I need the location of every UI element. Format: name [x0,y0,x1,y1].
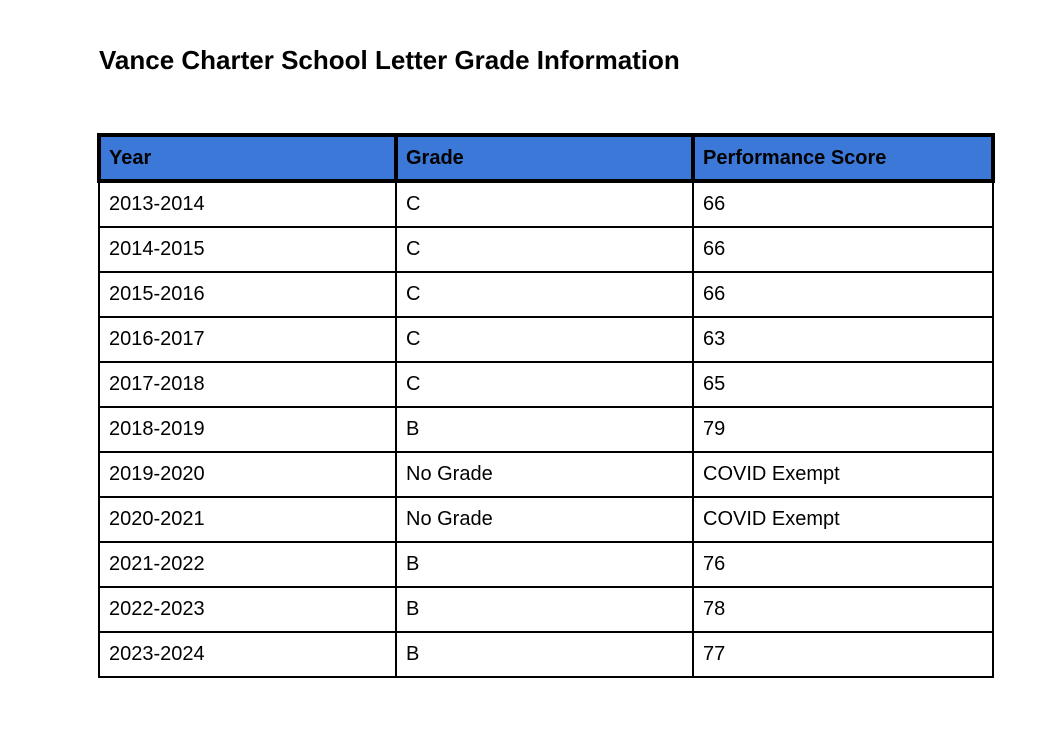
table-row [99,452,993,497]
year-cell: 2015-2016 [99,272,396,317]
letter-grade-table [97,133,995,678]
grade-cell: No Grade [396,452,693,497]
performance-score-cell: 77 [693,632,993,677]
grade-cell: B [396,407,693,452]
performance-score-cell: 66 [693,227,993,272]
year-cell: 2022-2023 [99,587,396,632]
table-row [99,272,993,317]
table-row [99,317,993,362]
performance-score-cell: 65 [693,362,993,407]
table-row [99,227,993,272]
grade-cell: C [396,272,693,317]
table-row [99,632,993,677]
table-row [99,181,993,227]
column-header-year: Year [99,135,396,181]
performance-score-cell: COVID Exempt [693,497,993,542]
year-cell: 2014-2015 [99,227,396,272]
grade-cell: C [396,362,693,407]
column-header-performance-score: Performance Score [693,135,993,181]
year-cell: 2020-2021 [99,497,396,542]
year-cell: 2017-2018 [99,362,396,407]
year-cell: 2023-2024 [99,632,396,677]
performance-score-cell: 66 [693,181,993,227]
grade-cell: B [396,632,693,677]
year-cell: 2013-2014 [99,181,396,227]
grade-cell: B [396,542,693,587]
performance-score-cell: 66 [693,272,993,317]
performance-score-cell: 78 [693,587,993,632]
year-cell: 2019-2020 [99,452,396,497]
table-row [99,497,993,542]
grade-cell: C [396,227,693,272]
performance-score-cell: 76 [693,542,993,587]
grade-cell: C [396,317,693,362]
performance-score-cell: COVID Exempt [693,452,993,497]
table-row [99,542,993,587]
table-header-row [99,135,993,181]
grade-cell: C [396,181,693,227]
year-cell: 2018-2019 [99,407,396,452]
performance-score-cell: 79 [693,407,993,452]
column-header-grade: Grade [396,135,693,181]
table-row [99,362,993,407]
performance-score-cell: 63 [693,317,993,362]
grade-cell: No Grade [396,497,693,542]
table-row [99,587,993,632]
year-cell: 2021-2022 [99,542,396,587]
page-title: Vance Charter School Letter Grade Information [99,45,680,75]
year-cell: 2016-2017 [99,317,396,362]
table-row [99,407,993,452]
grade-cell: B [396,587,693,632]
